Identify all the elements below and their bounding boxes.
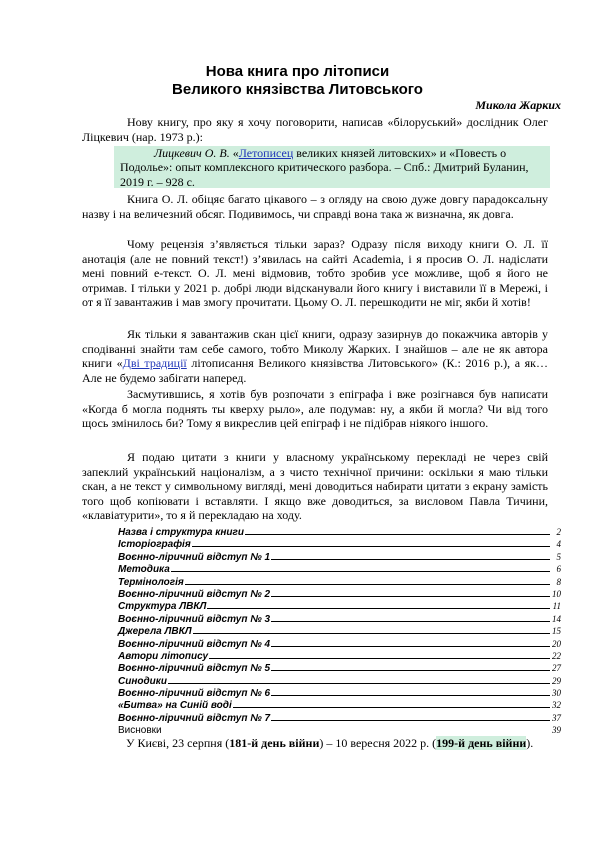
- toc-entry-title[interactable]: Воєнно-ліричний відступ № 2: [118, 588, 271, 600]
- toc-entry[interactable]: [118, 563, 561, 575]
- citation-block: [114, 146, 550, 188]
- toc-entry-title[interactable]: Воєнно-ліричний відступ № 1: [118, 551, 271, 563]
- paragraph-5: Я подаю цитати з книги у власному українському перекладі не через свій запеклий український націоналізм, а з чисто технічної причини: оскільки я маю тільки скан, а не текст у символьному вигляді, мені доводиться набирати цитати з екрану замість того щоб копіювати і вставляти. І якщо вже доводиться, за висловом Павла Тичини, «клавіатурити», то я й перекладаю на ходу.: [82, 450, 548, 523]
- toc-entry-title[interactable]: Воєнно-ліричний відступ № 7: [118, 712, 271, 724]
- toc-entry-title[interactable]: Воєнно-ліричний відступ № 5: [118, 663, 271, 675]
- paragraph-3-start: Як тільки я завантажив скан цієї книги, одразу зазирнув до покажчика авторів у сподіванні знайти там себе самого, тобто Миколу Жарких. І знайшов – але не як автора книги «: [82, 327, 548, 371]
- citation-link[interactable]: Летописец: [238, 146, 294, 160]
- toc-page-number: 5: [556, 551, 561, 562]
- toc-leader-line: [209, 658, 550, 659]
- toc-entry[interactable]: [118, 576, 561, 588]
- toc-entry[interactable]: [118, 662, 561, 674]
- table-of-contents: [118, 526, 561, 737]
- toc-entry[interactable]: [118, 538, 561, 550]
- toc-entry[interactable]: [118, 526, 561, 538]
- citation-quote-open: «: [229, 146, 239, 160]
- toc-entry-title[interactable]: Історіографія: [118, 539, 191, 551]
- toc-leader-line: [193, 633, 550, 634]
- paragraph-3-end: літописання Великого князівства Литовського» (К.: 2016 р.), а як… Але не будемо забігати наперед.: [82, 356, 548, 385]
- toc-entry-title[interactable]: Термінологія: [118, 576, 184, 588]
- dvi-tradytsii-link[interactable]: Дві традиції: [122, 356, 187, 371]
- toc-leader-line: [245, 534, 550, 535]
- author-name: Микола Жарких: [475, 98, 561, 112]
- toc-entry-title[interactable]: Методика: [118, 564, 170, 576]
- toc-entry-title[interactable]: Воєнно-ліричний відступ № 4: [118, 638, 271, 650]
- toc-leader-line: [271, 646, 550, 647]
- toc-page-number: 29: [552, 675, 561, 686]
- toc-entry-title[interactable]: Воєнно-ліричний відступ № 6: [118, 688, 271, 700]
- toc-leader-line: [207, 608, 550, 609]
- toc-leader-line: [271, 670, 550, 671]
- toc-entry[interactable]: [118, 724, 561, 736]
- title-line-1: Нова книга про літописи: [205, 63, 390, 80]
- title-line-2: Великого князівства Литовського: [172, 81, 423, 98]
- toc-entry[interactable]: [118, 551, 561, 563]
- toc-entry[interactable]: [118, 712, 561, 724]
- closing-date-line: [82, 736, 552, 751]
- paragraph-1: Книга О. Л. обіцяє багато цікавого – з огляду на свою дуже довгу парадоксальну назву і на величезний обсяг. Подивимось, чи справді вона така ж визначна, як довга.: [82, 192, 548, 221]
- toc-entry-title[interactable]: Автори літопису: [118, 650, 209, 662]
- toc-page-number: 22: [552, 650, 561, 661]
- toc-page-number: 15: [552, 626, 561, 637]
- toc-entry-title[interactable]: «Битва» на Синій воді: [118, 700, 232, 712]
- toc-page-number: 2: [556, 527, 561, 537]
- toc-entry-title[interactable]: Воєнно-ліричний відступ № 3: [118, 613, 271, 625]
- toc-entry-title[interactable]: Висновки: [118, 725, 162, 737]
- toc-entry[interactable]: [118, 613, 561, 625]
- paragraph-4: Засмутившись, я хотів був розпочати з епіграфа і вже розігнався був написати «Когда б могла поднять ты кверху рыло», але подумав: ну, а якби й могла? Чи від того щось змінилось би? Тому я викреслив цей епіграф і не підібрав ніякого іншого.: [82, 387, 548, 431]
- toc-entry[interactable]: [118, 699, 561, 711]
- toc-entry[interactable]: [118, 650, 561, 662]
- intro-paragraph: Нову книгу, про яку я хочу поговорити, написав «білоруський» дослідник Олег Ліцкевич (нар. 1973 р.):: [82, 115, 548, 144]
- toc-entry-title[interactable]: Назва і структура книги: [118, 527, 244, 538]
- toc-page-number: 20: [552, 638, 561, 649]
- toc-page-number: 37: [552, 712, 561, 723]
- toc-entry-title[interactable]: Структура ЛВКЛ: [118, 601, 207, 613]
- toc-entry[interactable]: [118, 687, 561, 699]
- toc-page-number: 8: [556, 576, 561, 587]
- toc-entry-title[interactable]: Синодики: [118, 675, 167, 687]
- toc-leader-line: [185, 584, 550, 585]
- war-day-1: 181-й день війни: [229, 736, 320, 750]
- citation-rest: великих князей литовских» и «Повесть о Подолье»: опыт комплексного критического разбора. – Спб.: Дмитрий Буланин, 2019 г. – 928 с.: [120, 146, 529, 189]
- toc-leader-line: [271, 559, 550, 560]
- toc-page-number: 30: [552, 688, 561, 699]
- toc-page-number: 10: [552, 588, 561, 599]
- war-day-2: 199-й день війни: [436, 736, 527, 750]
- toc-page-number: 14: [552, 613, 561, 624]
- toc-page-number: 11: [552, 601, 561, 612]
- toc-entry-title[interactable]: Джерела ЛВКЛ: [118, 626, 192, 638]
- paragraph-2: Чому рецензія з’являється тільки зараз? Одразу після виходу книги О. Л. її анотація (але не повний текст!) з’явилась на сайті Academia, і я просив О. Л. надіслати мені повний е-текст. О. Л. мені відмовив, тобто зробив усе можливе, щоб я його не отримав. І тільки у 2021 р. добрі люди відсканували його книгу і виставили її в Мережі, і от я її завантажив і мав змогу прочитати. Цьому О. Л. перешкодити не міг, якби й хотів!: [82, 237, 548, 310]
- closing-text-e: ).: [526, 736, 534, 750]
- citation-author: Лицкевич О. В.: [154, 146, 230, 160]
- toc-entry[interactable]: [118, 600, 561, 612]
- paragraph-3: [82, 327, 548, 385]
- toc-page-number: 6: [556, 564, 561, 575]
- toc-entry[interactable]: [118, 625, 561, 637]
- toc-leader-line: [271, 596, 550, 597]
- toc-leader-line: [192, 546, 550, 547]
- toc-entry[interactable]: [118, 638, 561, 650]
- closing-text-a: У Києві, 23 серпня (: [126, 736, 230, 750]
- toc-leader-line: [271, 621, 550, 622]
- closing-text-c: ) – 10 вересня 2022 р. (: [319, 736, 437, 750]
- toc-entry[interactable]: [118, 588, 561, 600]
- toc-page-number: 32: [552, 700, 561, 711]
- toc-leader-line: [168, 683, 550, 684]
- toc-page-number: 4: [556, 539, 561, 550]
- toc-leader-line: [271, 695, 550, 696]
- toc-page-number: 39: [552, 725, 561, 736]
- toc-leader-line: [171, 571, 550, 572]
- toc-page-number: 27: [552, 663, 561, 674]
- toc-entry[interactable]: [118, 675, 561, 687]
- toc-leader-line: [271, 720, 550, 721]
- toc-leader-line: [233, 707, 550, 708]
